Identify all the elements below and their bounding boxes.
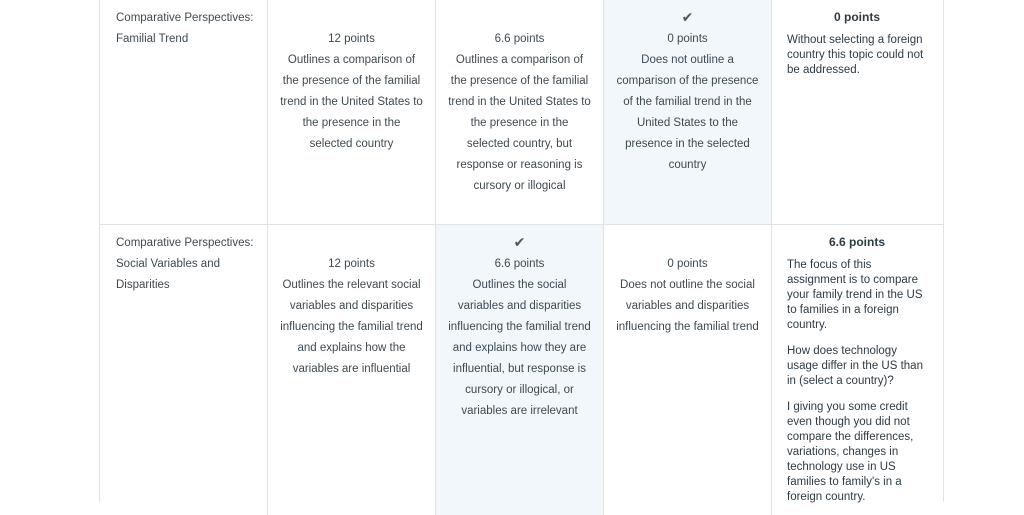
rating-points: 12 points	[328, 258, 375, 270]
assessment-comment: Without selecting a foreign country this topic could not be addressed.	[787, 34, 924, 76]
assessment-comment: The focus of this assignment is to compare your family trend in the US to families in a foreign country.	[787, 259, 923, 331]
rating-description: Does not outline the social variables and disparities influencing the familial trend	[616, 279, 759, 333]
rating-cell-none[interactable]	[604, 225, 772, 515]
rating-description: Does not outline a comparison of the presence of the familial trend in the United States to the presence in the selected country	[616, 54, 759, 171]
rubric-table	[99, 0, 944, 502]
assessment-comment: I giving you some credit even though you did not compare the differences, variations, changes in technology use in US families to family's in a foreign country.	[787, 401, 914, 503]
criterion-description: Comparative Perspectives: Familial Trend	[116, 12, 254, 45]
criterion-description: Comparative Perspectives: Social Variables and Disparities	[116, 237, 254, 291]
assessed-points: 0 points	[833, 10, 880, 24]
rating-description: Outlines a comparison of the presence of the familial trend in the United States to the presence in the selected country	[280, 54, 423, 150]
rubric-row-familial-trend	[100, 0, 943, 225]
rating-points: 0 points	[667, 33, 708, 45]
rating-cell-full[interactable]	[268, 0, 436, 224]
rating-cell-none-selected[interactable]	[604, 0, 772, 224]
assessment-cell	[772, 0, 941, 224]
rating-cell-partial[interactable]	[436, 0, 604, 224]
criterion-cell	[100, 225, 268, 515]
assessed-points: 6.6 points	[828, 235, 885, 249]
rating-cell-partial-selected[interactable]	[436, 225, 604, 515]
rating-description: Outlines a comparison of the presence of the familial trend in the United States to the presence in the selected country, but response or reasoning is cursory or illogical	[448, 54, 591, 192]
rating-description: Outlines the social variables and disparities influencing the familial trend and explains how they are influential, but response is cursory or illogical, or variables are irrelevant	[448, 279, 591, 417]
checkmark-icon: ✔	[513, 234, 526, 250]
checkmark-icon: ✔	[681, 9, 694, 25]
criterion-cell	[100, 0, 268, 224]
rating-description: Outlines the relevant social variables and disparities influencing the familial trend and explains how the variables are influential	[280, 279, 423, 375]
rating-points: 12 points	[328, 33, 375, 45]
rating-cell-full[interactable]	[268, 225, 436, 515]
rating-points: 6.6 points	[494, 258, 545, 270]
rating-points: 0 points	[667, 258, 708, 270]
rubric-row-social-variables	[100, 225, 943, 515]
rating-points: 6.6 points	[494, 33, 545, 45]
assessment-cell	[772, 225, 941, 515]
assessment-comment: How does technology usage differ in the US than in (select a country)?	[787, 345, 923, 387]
